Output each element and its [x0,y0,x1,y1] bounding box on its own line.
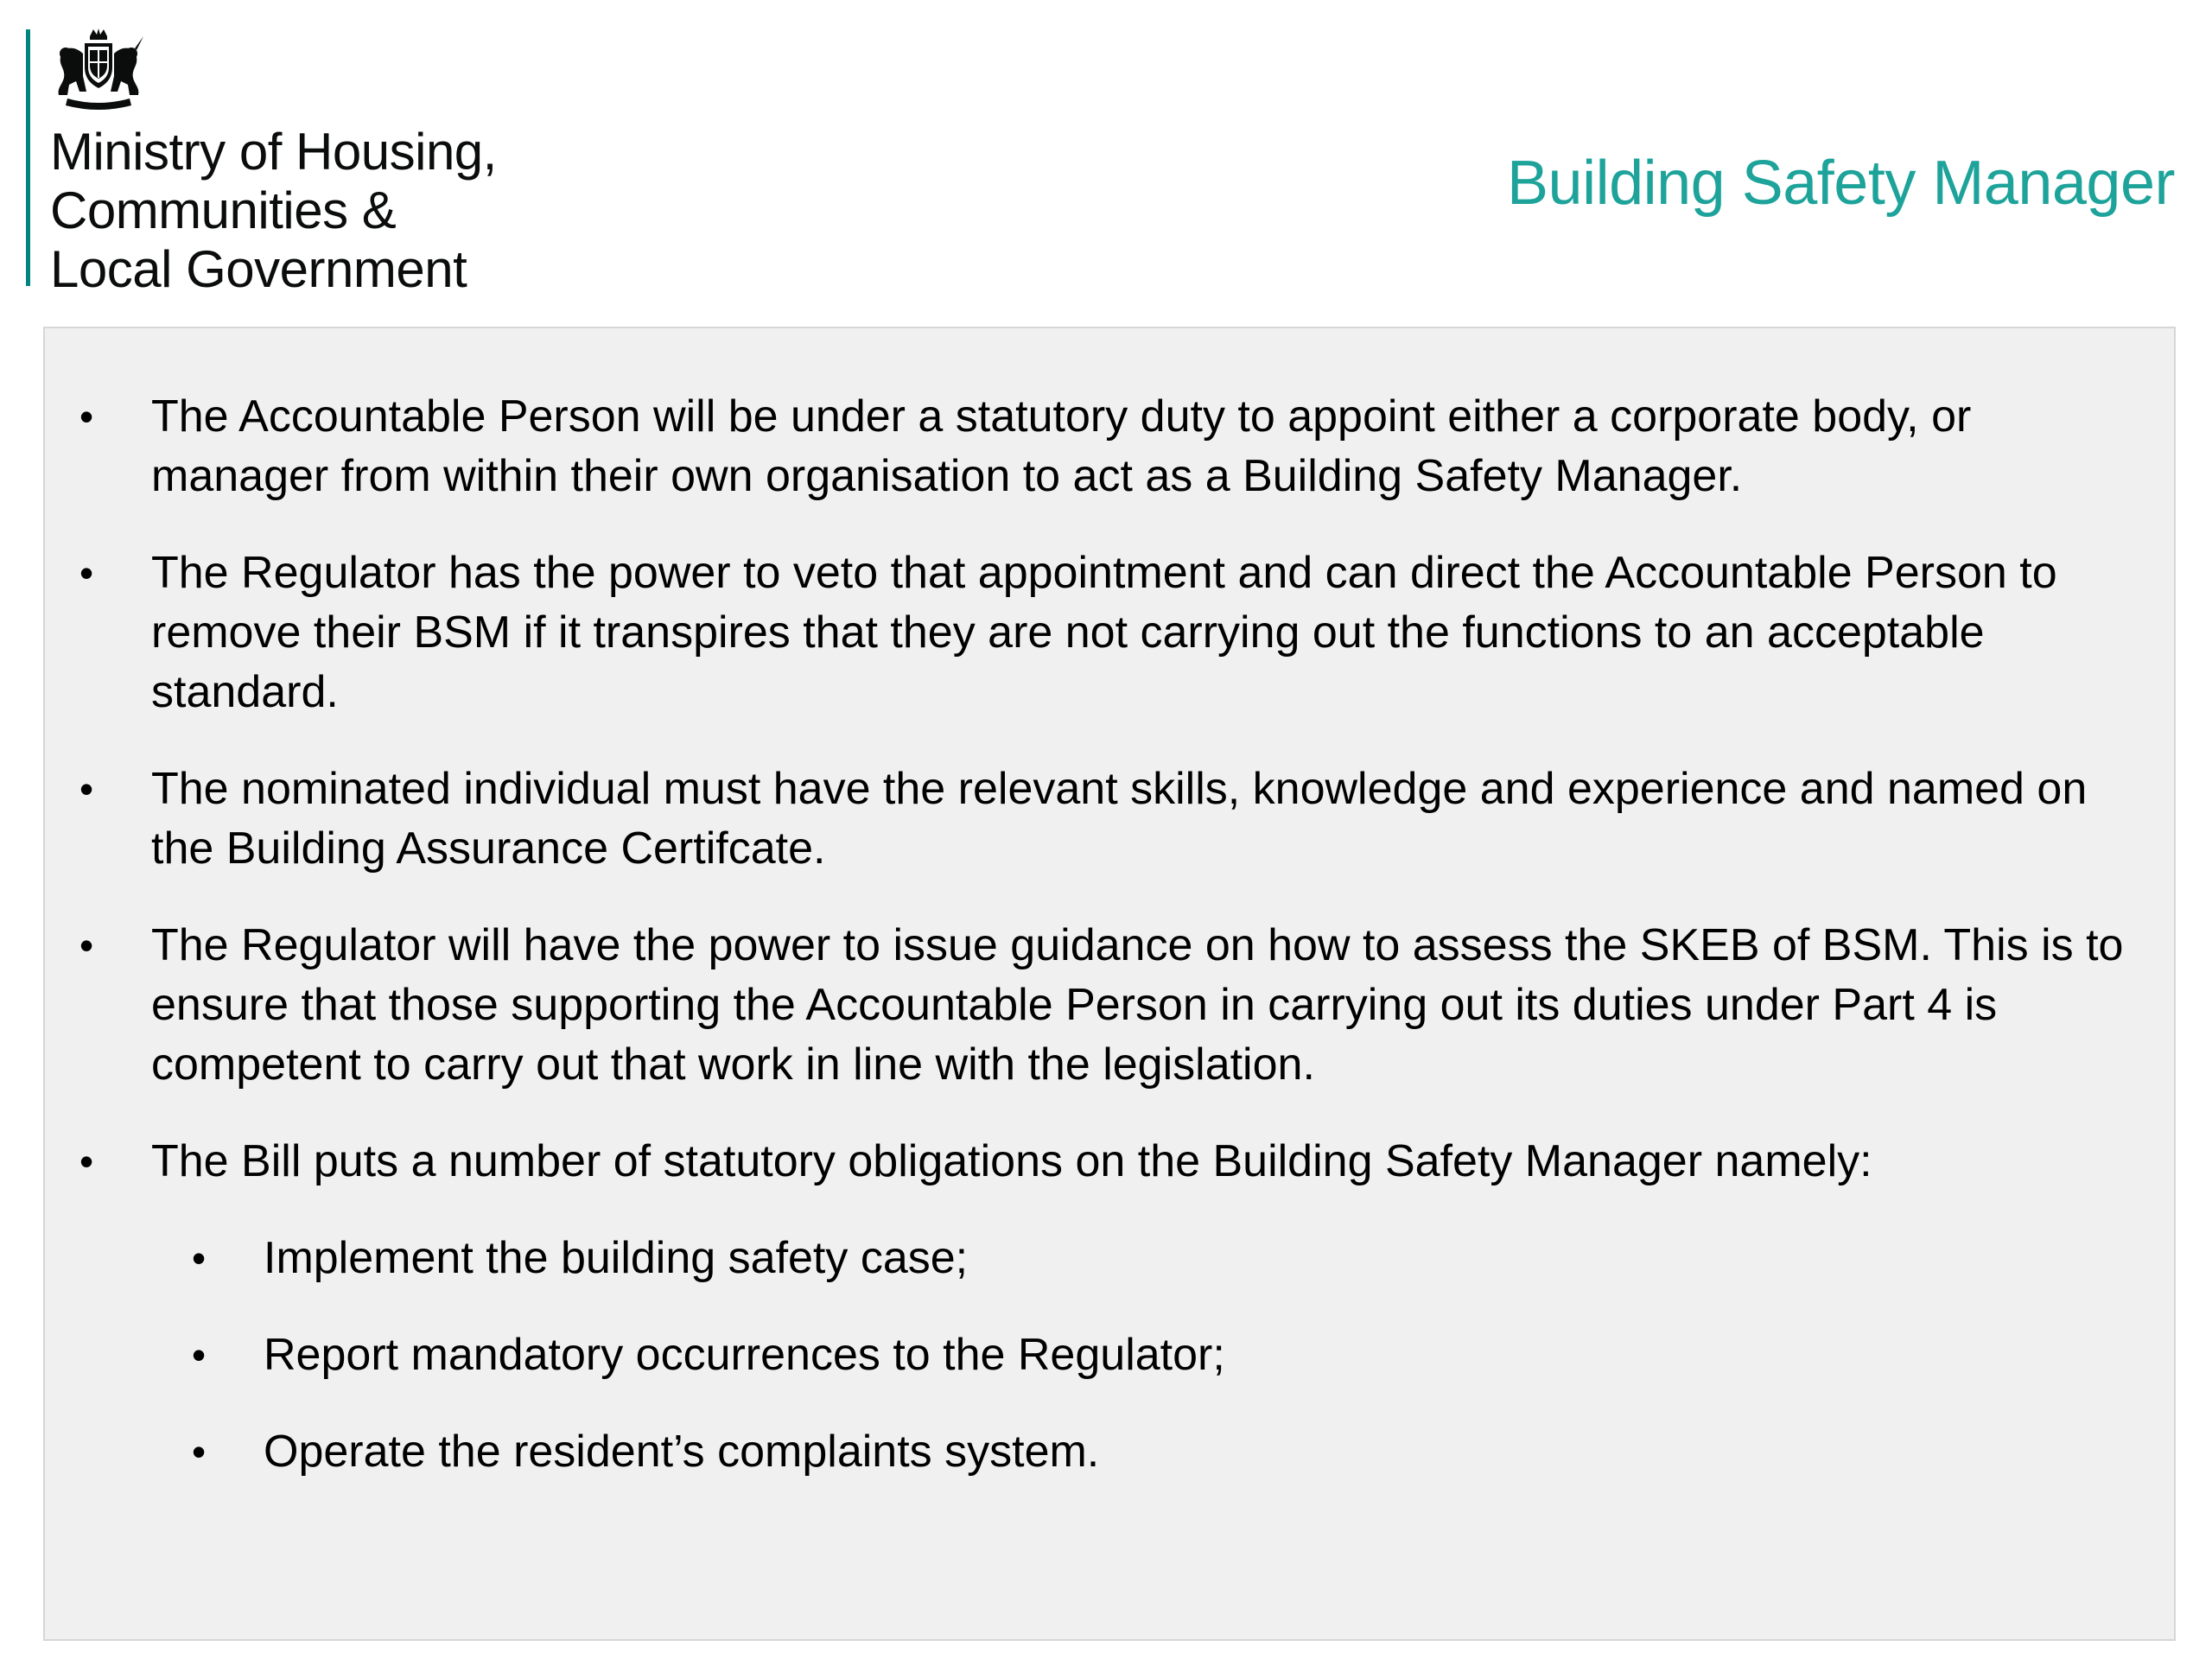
bullet-glyph: • [79,1139,94,1184]
bullet-item [45,1132,2174,1192]
bullet-glyph: • [79,923,94,968]
organisation-name [50,123,497,299]
org-name-line-2: Communities & [50,181,397,239]
bullet-glyph: • [79,550,94,595]
royal-coat-of-arms-icon [50,28,147,111]
bullet-item [45,760,2174,879]
org-name-line-1: Ministry of Housing, [50,123,497,181]
slide-title: Building Safety Manager [1507,149,2175,218]
sub-bullet-item [45,1422,2174,1482]
sub-bullet-item [45,1325,2174,1385]
bullet-glyph: • [192,1236,207,1281]
bullet-text: The Regulator has the power to veto that appointment and can direct the Accountable Person to remove their BSM if it transpires that they are not carrying out the functions to an acceptable standard. [151,548,2057,717]
bullet-list [45,387,2174,1519]
bullet-text: The Bill puts a number of statutory obligations on the Building Safety Manager namely: [151,1136,1872,1186]
bullet-text: The Regulator will have the power to issue guidance on how to assess the SKEB of BSM. This is to ensure that those supporting the Accountable Person in carrying out its duties under Part 4 is competent to carry out that work in line with the legislation. [151,920,2124,1090]
sub-bullet-text: Implement the building safety case; [264,1233,969,1283]
bullet-glyph: • [192,1429,207,1474]
sub-bullet-text: Report mandatory occurrences to the Regulator; [264,1330,1225,1380]
bullet-glyph: • [79,394,94,439]
bullet-glyph: • [192,1332,207,1377]
org-name-line-3: Local Government [50,240,467,298]
logo-accent-rule [26,29,30,286]
bullet-item [45,916,2174,1095]
bullet-item [45,387,2174,506]
bullet-text: The nominated individual must have the relevant skills, knowledge and experience and named on the Building Assurance Certifcate. [151,764,2088,874]
sub-bullet-text: Operate the resident’s complaints system. [264,1427,1100,1477]
sub-bullet-item [45,1229,2174,1288]
content-panel [43,327,2176,1641]
bullet-item [45,543,2174,722]
bullet-text: The Accountable Person will be under a statutory duty to appoint either a corporate body, or manager from within their own organisation to act as a Building Safety Manager. [151,391,1972,501]
bullet-glyph: • [79,766,94,811]
